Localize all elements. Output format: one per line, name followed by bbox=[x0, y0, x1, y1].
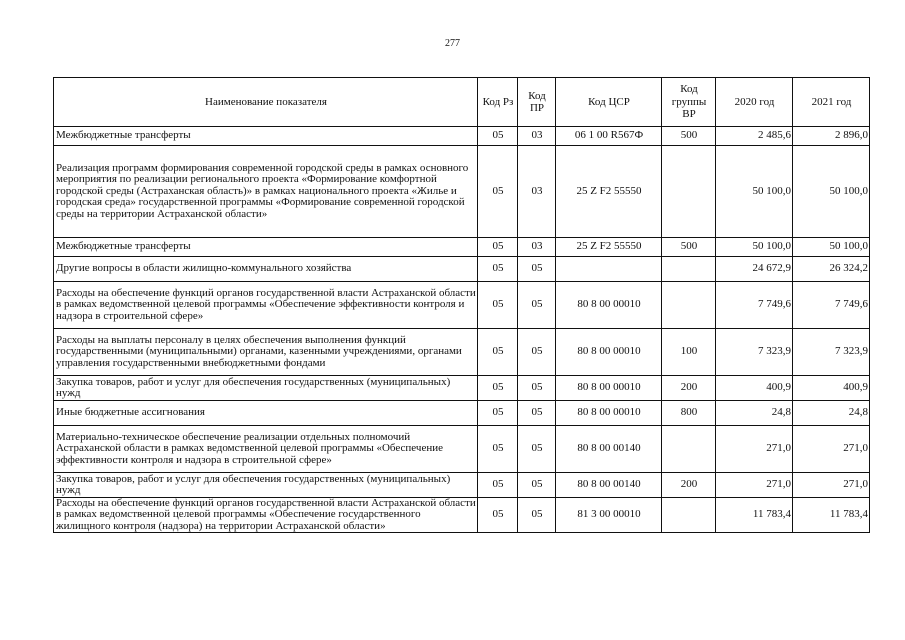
cell-csr: 80 8 00 00140 bbox=[556, 473, 662, 498]
cell-pr: 05 bbox=[518, 498, 556, 533]
column-header-name: Наименование показателя bbox=[54, 78, 478, 127]
cell-2020: 400,9 bbox=[716, 376, 793, 401]
cell-rz: 05 bbox=[478, 426, 518, 473]
cell-2021: 400,9 bbox=[793, 376, 870, 401]
table-row bbox=[54, 282, 870, 329]
cell-2021: 7 323,9 bbox=[793, 329, 870, 376]
cell-2020: 50 100,0 bbox=[716, 238, 793, 257]
cell-vr bbox=[662, 282, 716, 329]
cell-vr: 500 bbox=[662, 127, 716, 146]
cell-csr: 80 8 00 00010 bbox=[556, 329, 662, 376]
table-row bbox=[54, 238, 870, 257]
cell-vr bbox=[662, 498, 716, 533]
budget-table bbox=[53, 77, 870, 533]
table-row bbox=[54, 473, 870, 498]
cell-name: Реализация программ формирования современной городской среды в рамках основного мероприятия по реализации регионального проекта «Формирование комфортной городской среды (Астраханская область)» в рамках национального проекта «Жилье и городская среда» государственной программы «Формирование современной городской среды на территории Астраханской области» bbox=[54, 146, 478, 238]
cell-vr: 100 bbox=[662, 329, 716, 376]
cell-2020: 24 672,9 bbox=[716, 257, 793, 282]
cell-pr: 03 bbox=[518, 238, 556, 257]
cell-csr: 25 Z F2 55550 bbox=[556, 146, 662, 238]
cell-2021: 24,8 bbox=[793, 401, 870, 426]
cell-rz: 05 bbox=[478, 282, 518, 329]
table-row bbox=[54, 498, 870, 533]
page-number: 277 bbox=[445, 38, 460, 49]
cell-pr: 05 bbox=[518, 473, 556, 498]
table-row bbox=[54, 146, 870, 238]
column-header-vr: Код группы ВР bbox=[662, 78, 716, 127]
cell-csr: 80 8 00 00010 bbox=[556, 282, 662, 329]
cell-pr: 05 bbox=[518, 257, 556, 282]
column-header-rz: Код Рз bbox=[478, 78, 518, 127]
column-header-pr: Код ПР bbox=[518, 78, 556, 127]
cell-name: Закупка товаров, работ и услуг для обеспечения государственных (муниципальных) нужд bbox=[54, 473, 478, 498]
cell-2021: 26 324,2 bbox=[793, 257, 870, 282]
cell-name: Материально-техническое обеспечение реализации отдельных полномочий Астраханской области в рамках ведомственной целевой программы «Обеспечение эффективности контроля и надзора в строительной сфере» bbox=[54, 426, 478, 473]
cell-csr: 80 8 00 00010 bbox=[556, 376, 662, 401]
cell-rz: 05 bbox=[478, 329, 518, 376]
cell-2020: 11 783,4 bbox=[716, 498, 793, 533]
cell-name: Расходы на выплаты персоналу в целях обеспечения выполнения функций государственными (муниципальными) органами, казенными учреждениями, органами управления государственными внебюджетными фондами bbox=[54, 329, 478, 376]
cell-csr: 80 8 00 00140 bbox=[556, 426, 662, 473]
cell-pr: 05 bbox=[518, 401, 556, 426]
cell-rz: 05 bbox=[478, 238, 518, 257]
cell-vr: 500 bbox=[662, 238, 716, 257]
cell-2020: 2 485,6 bbox=[716, 127, 793, 146]
column-header-2021: 2021 год bbox=[793, 78, 870, 127]
cell-2020: 271,0 bbox=[716, 426, 793, 473]
cell-2021: 11 783,4 bbox=[793, 498, 870, 533]
cell-csr: 06 1 00 R567Ф bbox=[556, 127, 662, 146]
table-body bbox=[54, 127, 870, 533]
column-header-csr: Код ЦСР bbox=[556, 78, 662, 127]
cell-csr: 81 3 00 00010 bbox=[556, 498, 662, 533]
cell-name: Расходы на обеспечение функций органов государственной власти Астраханской области в рамках ведомственной целевой программы «Обеспечение эффективности контроля и надзора в строительной сфере» bbox=[54, 282, 478, 329]
cell-vr bbox=[662, 426, 716, 473]
cell-pr: 03 bbox=[518, 146, 556, 238]
cell-2020: 50 100,0 bbox=[716, 146, 793, 238]
cell-2020: 7 323,9 bbox=[716, 329, 793, 376]
table-row bbox=[54, 127, 870, 146]
cell-pr: 05 bbox=[518, 426, 556, 473]
cell-csr: 25 Z F2 55550 bbox=[556, 238, 662, 257]
table-row bbox=[54, 376, 870, 401]
cell-pr: 05 bbox=[518, 282, 556, 329]
cell-pr: 05 bbox=[518, 376, 556, 401]
cell-rz: 05 bbox=[478, 257, 518, 282]
column-header-2020: 2020 год bbox=[716, 78, 793, 127]
cell-2021: 271,0 bbox=[793, 473, 870, 498]
cell-rz: 05 bbox=[478, 473, 518, 498]
cell-2021: 7 749,6 bbox=[793, 282, 870, 329]
cell-name: Межбюджетные трансферты bbox=[54, 238, 478, 257]
table-header-row bbox=[54, 78, 870, 127]
table-row bbox=[54, 426, 870, 473]
cell-rz: 05 bbox=[478, 498, 518, 533]
table-row bbox=[54, 329, 870, 376]
cell-name: Закупка товаров, работ и услуг для обеспечения государственных (муниципальных) нужд bbox=[54, 376, 478, 401]
cell-csr: 80 8 00 00010 bbox=[556, 401, 662, 426]
cell-name: Другие вопросы в области жилищно-коммунального хозяйства bbox=[54, 257, 478, 282]
cell-2020: 7 749,6 bbox=[716, 282, 793, 329]
cell-csr bbox=[556, 257, 662, 282]
cell-2020: 271,0 bbox=[716, 473, 793, 498]
table-row bbox=[54, 401, 870, 426]
cell-vr bbox=[662, 257, 716, 282]
cell-pr: 05 bbox=[518, 329, 556, 376]
cell-name: Расходы на обеспечение функций органов государственной власти Астраханской области в рамках ведомственной целевой программы «Обеспечение государственного жилищного контроля (надзора) на территории Астраханской области» bbox=[54, 498, 478, 533]
cell-rz: 05 bbox=[478, 401, 518, 426]
cell-rz: 05 bbox=[478, 146, 518, 238]
cell-vr: 200 bbox=[662, 473, 716, 498]
cell-vr: 200 bbox=[662, 376, 716, 401]
cell-2021: 50 100,0 bbox=[793, 238, 870, 257]
cell-name: Иные бюджетные ассигнования bbox=[54, 401, 478, 426]
cell-rz: 05 bbox=[478, 127, 518, 146]
cell-2021: 271,0 bbox=[793, 426, 870, 473]
table-row bbox=[54, 257, 870, 282]
cell-vr: 800 bbox=[662, 401, 716, 426]
cell-2021: 50 100,0 bbox=[793, 146, 870, 238]
cell-2020: 24,8 bbox=[716, 401, 793, 426]
cell-name: Межбюджетные трансферты bbox=[54, 127, 478, 146]
cell-pr: 03 bbox=[518, 127, 556, 146]
cell-rz: 05 bbox=[478, 376, 518, 401]
cell-vr bbox=[662, 146, 716, 238]
cell-2021: 2 896,0 bbox=[793, 127, 870, 146]
